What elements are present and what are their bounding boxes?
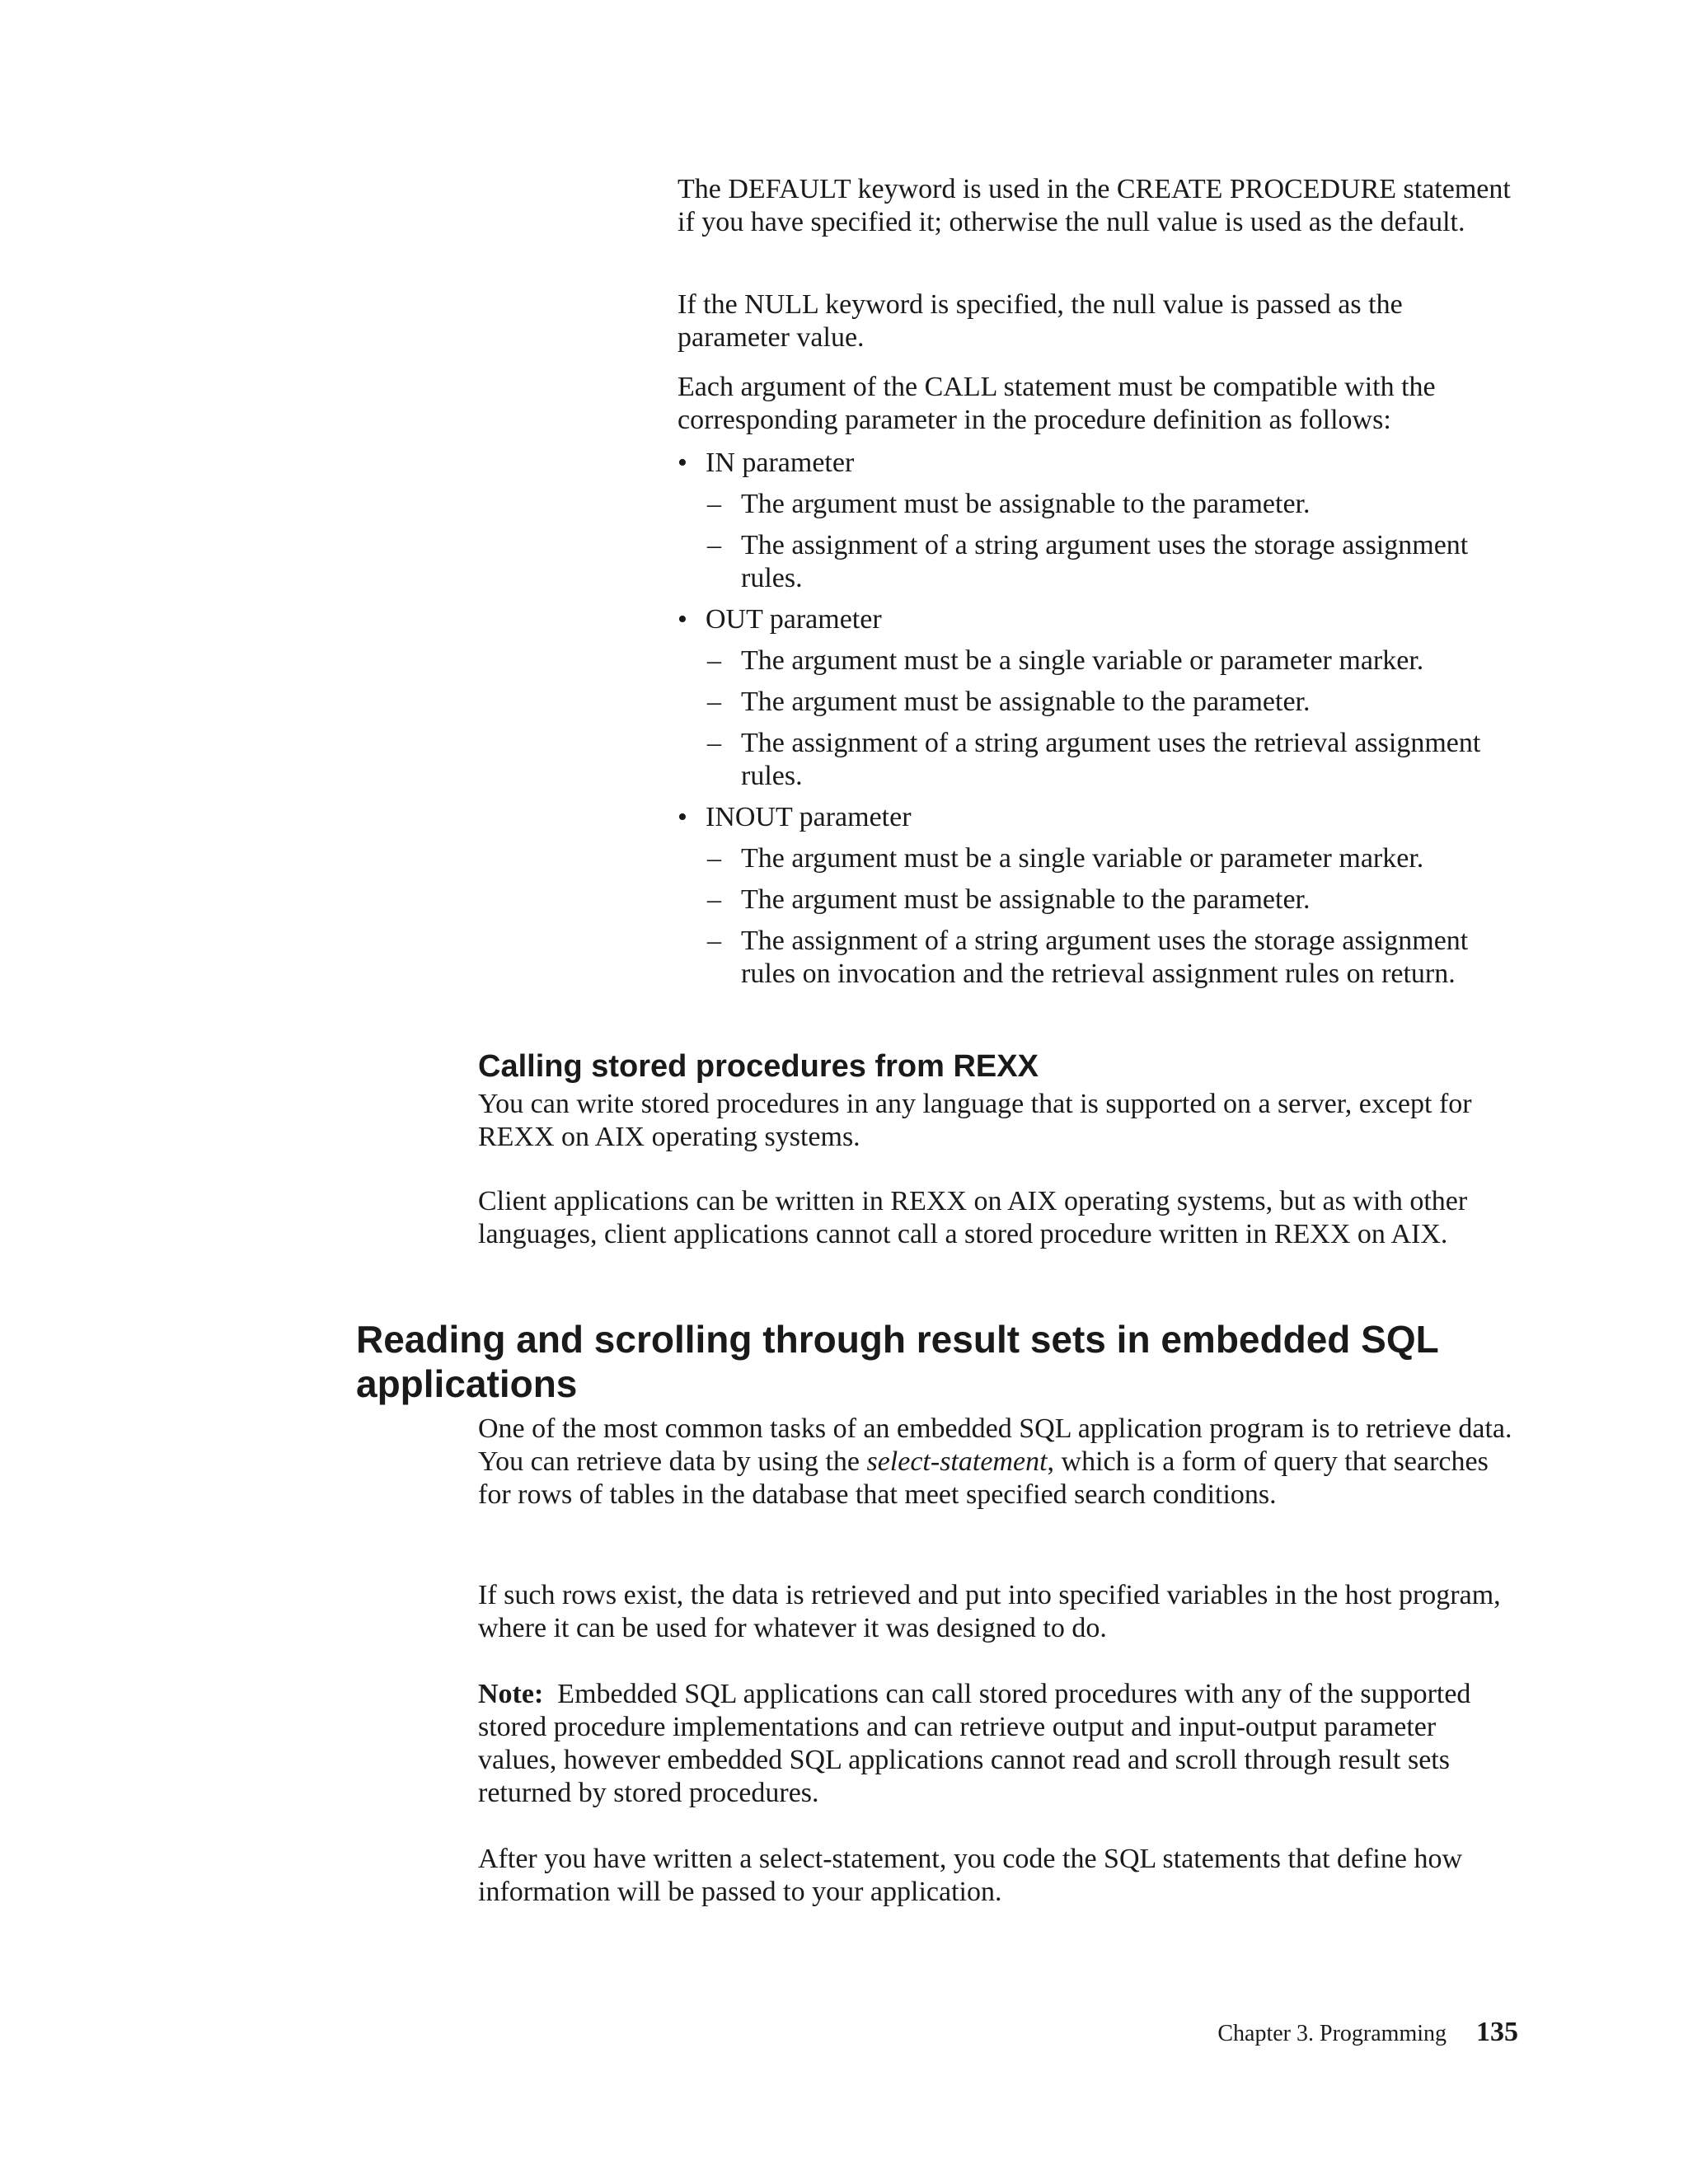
sub-list-item-text: The argument must be assignable to the parameter. xyxy=(741,687,1311,717)
note-text: Embedded SQL applications can call stored procedures with any of the supported stored procedure implementations and can retrieve output and input-output parameter values, however embedded SQL applications cannot read and scroll through result sets returned by stored procedures. xyxy=(478,1679,1471,1808)
paragraph-common-tasks xyxy=(478,1413,1518,1511)
paragraph-text xyxy=(478,1413,1518,1511)
paragraph-text: After you have written a select-statement, you code the SQL statements that define how information will be passed to your application. xyxy=(478,1844,1463,1907)
text-run: , which is a form of query that searches for rows of tables in the database that meet specified search conditions. xyxy=(478,1446,1489,1510)
bullet-list xyxy=(678,447,1526,991)
sub-list-item xyxy=(678,883,1526,916)
sub-list-item xyxy=(678,488,1526,521)
page-footer xyxy=(1217,2016,1518,2050)
paragraph-default-keyword xyxy=(678,173,1518,239)
footer-chapter-title: Chapter 3. Programming xyxy=(1217,2021,1447,2046)
parameter-list xyxy=(678,447,1526,999)
section-heading-result-sets: Reading and scrolling through result sets in embedded SQL applications xyxy=(356,1318,1438,1405)
list-item-label: INOUT parameter xyxy=(706,802,912,832)
sub-list-item xyxy=(678,925,1526,991)
select-statement-term: select-statement xyxy=(866,1446,1048,1477)
sub-list-item xyxy=(678,686,1526,719)
sub-list-item-text: The argument must be assignable to the parameter. xyxy=(741,489,1311,519)
sub-list-item-text: The argument must be a single variable or parameter marker. xyxy=(741,645,1424,676)
dash-marker: – xyxy=(707,645,721,676)
sub-list-item-text: The argument must be a single variable or parameter marker. xyxy=(741,843,1424,874)
paragraph-rexx-languages xyxy=(478,1088,1518,1154)
sub-list-item-text: The assignment of a string argument uses the retrieval assignment rules. xyxy=(741,728,1481,791)
dash-marker: – xyxy=(707,926,721,956)
paragraph-null-keyword xyxy=(678,288,1518,354)
paragraph-rexx-clients xyxy=(478,1185,1518,1251)
list-item-label: OUT parameter xyxy=(706,604,882,635)
dash-marker: – xyxy=(707,884,721,915)
paragraph-text: Client applications can be written in REXX on AIX operating systems, but as with other languages, client applications cannot call a stored procedure written in REXX on AIX. xyxy=(478,1186,1468,1249)
paragraph-text: You can write stored procedures in any language that is supported on a server, except for REXX on AIX operating systems. xyxy=(478,1089,1472,1152)
note-paragraph xyxy=(478,1678,1518,1810)
sub-list-item xyxy=(678,644,1526,677)
sub-list-item xyxy=(678,727,1526,793)
paragraph-text: The DEFAULT keyword is used in the CREATE PROCEDURE statement if you have specified it; otherwise the null value is used as the default. xyxy=(678,174,1511,237)
sub-list xyxy=(706,644,1526,793)
dash-marker: – xyxy=(707,530,721,560)
dash-marker: – xyxy=(707,843,721,874)
dash-marker: – xyxy=(707,489,721,519)
list-item-out-parameter xyxy=(678,603,1526,793)
paragraph-text: Each argument of the CALL statement must be compatible with the corresponding parameter in the procedure definition as follows: xyxy=(678,372,1436,435)
sub-list-item-text: The argument must be assignable to the parameter. xyxy=(741,884,1311,915)
sub-list xyxy=(706,488,1526,595)
sub-list-item-text: The assignment of a string argument uses the storage assignment rules on invocation and the retrieval assignment rules on return. xyxy=(741,926,1469,989)
sub-list-item xyxy=(678,842,1526,875)
paragraph-after-select xyxy=(478,1843,1518,1909)
paragraph-rows-exist xyxy=(478,1579,1518,1645)
sub-list xyxy=(706,842,1526,991)
list-item-in-parameter xyxy=(678,447,1526,595)
list-item-inout-parameter xyxy=(678,801,1526,991)
page-number: 135 xyxy=(1476,2017,1518,2047)
sub-list-item-text: The assignment of a string argument uses the storage assignment rules. xyxy=(741,530,1469,593)
text-run: One of the most common tasks of an embedded SQL application program is to retrieve data. You can retrieve data by using the xyxy=(478,1413,1512,1477)
note-label: Note: xyxy=(478,1679,544,1709)
note-block xyxy=(478,1678,1518,1810)
paragraph-text: If the NULL keyword is specified, the null value is passed as the parameter value. xyxy=(678,289,1403,353)
paragraph-each-argument xyxy=(678,371,1518,437)
bullet-marker: • xyxy=(678,448,687,478)
paragraph-text: If such rows exist, the data is retrieved and put into specified variables in the host program, where it can be used for whatever it was designed to do. xyxy=(478,1580,1501,1643)
list-item-label: IN parameter xyxy=(706,448,855,478)
section-heading-rexx: Calling stored procedures from REXX xyxy=(478,1049,1039,1084)
bullet-marker: • xyxy=(678,802,687,832)
dash-marker: – xyxy=(707,687,721,717)
bullet-marker: • xyxy=(678,604,687,635)
sub-list-item xyxy=(678,529,1526,595)
dash-marker: – xyxy=(707,728,721,758)
